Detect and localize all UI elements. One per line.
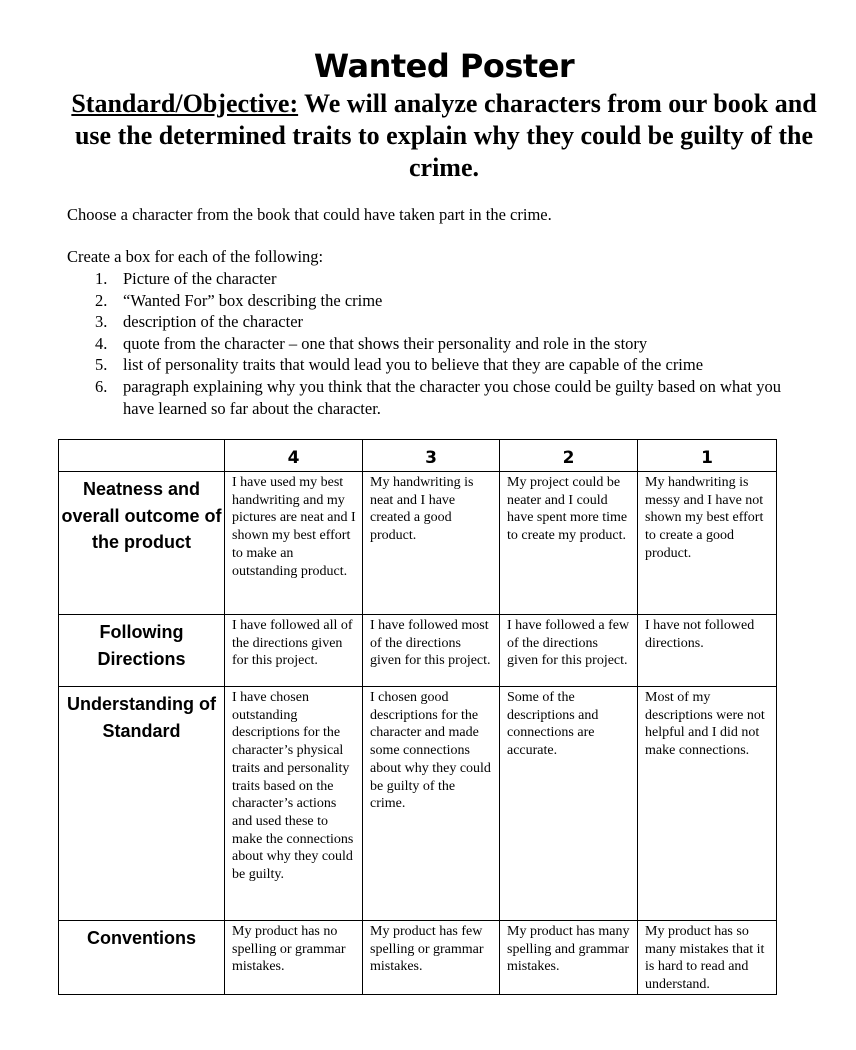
objective-label: Standard/Objective: <box>71 89 299 118</box>
list-item: 6. paragraph explaining why you think that the character you chose could be guilty based on what you have learned so far about the character. <box>95 376 781 418</box>
table-cell: My product has so many mistakes that it is hard to read and understand. <box>638 921 777 995</box>
table-cell: My product has few spelling or grammar mistakes. <box>363 921 500 995</box>
list-item: 2. “Wanted For” box describing the crime <box>95 290 383 310</box>
rubric-table <box>58 439 777 995</box>
table-cell: I have not followed directions. <box>638 615 777 687</box>
create-heading: Create a box for each of the following: <box>67 247 324 266</box>
score-header-4: 4 <box>225 440 363 472</box>
steps-list <box>95 268 815 419</box>
score-header-2: 2 <box>500 440 638 472</box>
table-row <box>59 472 777 615</box>
list-item: 5. list of personality traits that would lead you to believe that they are capable of the crime <box>95 355 704 375</box>
table-cell: Some of the descriptions and connections are accurate. <box>500 687 638 921</box>
page-title: Wanted Poster <box>313 47 575 85</box>
table-row <box>59 615 777 687</box>
score-header-3: 3 <box>363 440 500 472</box>
rubric-header-row <box>59 440 777 472</box>
table-cell: My product has no spelling or grammar mistakes. <box>225 921 363 995</box>
table-cell: I have followed all of the directions given for this project. <box>225 615 363 687</box>
table-cell: I have used my best handwriting and my pictures are neat and I shown my best effort to make an outstanding product. <box>225 472 363 615</box>
criterion-neatness: Neatness and overall outcome of the product <box>59 472 225 615</box>
table-row <box>59 687 777 921</box>
rubric-corner-cell <box>59 440 225 472</box>
criterion-following-directions: Following Directions <box>59 615 225 687</box>
list-item: 3. description of the character <box>95 312 304 332</box>
table-cell: My handwriting is messy and I have not shown my best effort to create a good product. <box>638 472 777 615</box>
objective-text: We will analyze characters from our book and use the determined traits to explain why they could be guilty of the crime. <box>74 89 817 182</box>
table-row <box>59 921 777 995</box>
list-item: 1. Picture of the character <box>95 269 277 288</box>
score-header-1: 1 <box>638 440 777 472</box>
table-cell: My product has many spelling and grammar mistakes. <box>500 921 638 995</box>
table-cell: My handwriting is neat and I have created a good product. <box>363 472 500 615</box>
intro-instruction: Choose a character from the book that could have taken part in the crime. <box>67 205 552 224</box>
table-cell: I have followed a few of the directions given for this project. <box>500 615 638 687</box>
objective-statement <box>60 88 828 184</box>
table-cell: I have chosen outstanding descriptions for the character’s physical traits and personality traits based on the character’s actions and used these to make the connections about why they could be guilty. <box>225 687 363 921</box>
table-cell: I chosen good descriptions for the character and made some connections about why they could be guilty of the crime. <box>363 687 500 921</box>
list-item: 4. quote from the character – one that shows their personality and role in the story <box>95 333 648 353</box>
criterion-understanding: Understanding of Standard <box>59 687 225 921</box>
table-cell: My project could be neater and I could have spent more time to create my product. <box>500 472 638 615</box>
table-cell: I have followed most of the directions given for this project. <box>363 615 500 687</box>
table-cell: Most of my descriptions were not helpful and I did not make connections. <box>638 687 777 921</box>
criterion-conventions: Conventions <box>59 921 225 995</box>
